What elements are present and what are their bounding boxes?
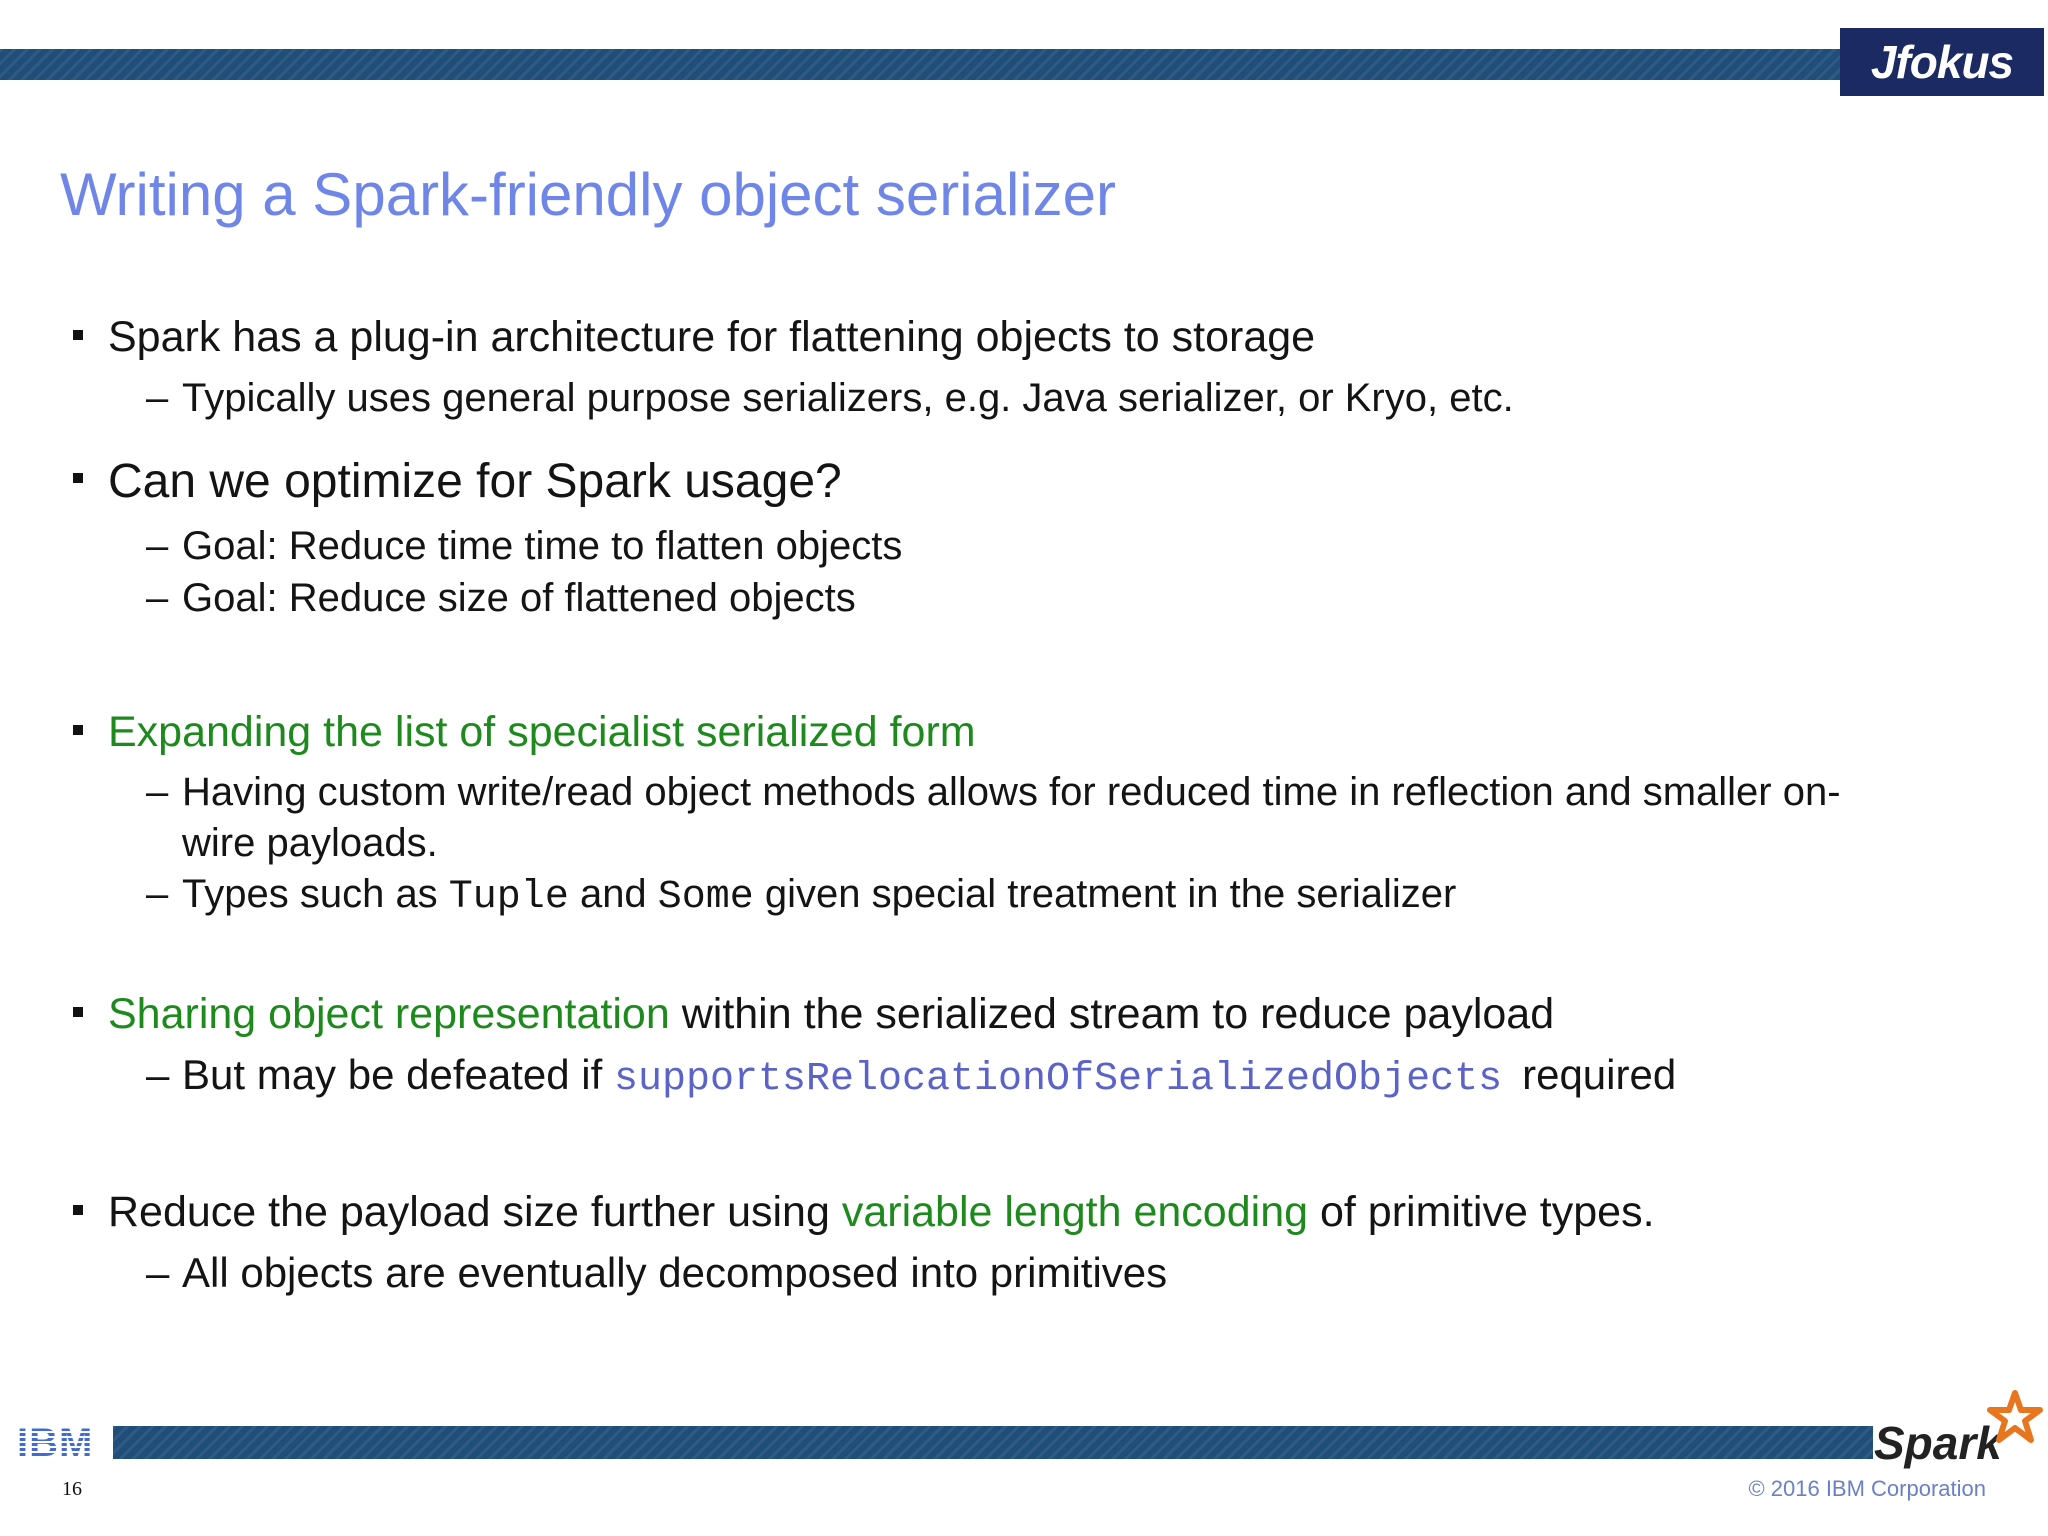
bullet-3 [70,707,1841,923]
text-segment: Reduce the payload size further using [108,1188,842,1236]
dash-bullet-icon: – [146,524,169,568]
bullet-text-highlight: Expanding the list of specialist serialized form [108,708,976,756]
sub-bullet-text [182,1051,1677,1102]
spark-logo [1868,1390,2048,1470]
dash-bullet-icon: – [146,1249,170,1296]
copyright-notice: © 2016 IBM Corporation [1748,1476,1986,1501]
ibm-logo: IBM [17,1421,94,1465]
text-segment: But may be defeated if [182,1051,614,1098]
dash-bullet-icon: – [146,872,169,916]
bullet-text: Spark has a plug-in architecture for flattening objects to storage [108,313,1316,361]
page-number: 16 [62,1478,82,1500]
text-segment: of primitive types. [1308,1188,1655,1236]
sub-bullet-text: Having custom write/read object methods allows for reduced time in reflection and smaller on- [182,770,1841,814]
bullet-4 [70,989,1676,1106]
sub-bullet-text: Goal: Reduce size of flattened objects [182,576,856,620]
bullet-text: Can we optimize for Spark usage? [108,455,842,508]
bullet-text [108,990,1554,1038]
bullet-text [108,1188,1655,1236]
text-segment: and [568,872,658,916]
highlight-text: variable length encoding [841,1188,1309,1236]
text-segment: given special treatment in the serializer [753,872,1457,916]
sub-bullet-text: Typically uses general purpose serializers, e.g. Java serializer, or Kryo, etc. [182,376,1514,420]
text-segment: within the serialized stream to reduce payload [669,990,1555,1038]
dash-bullet-icon: – [146,576,169,620]
square-bullet-icon [73,330,83,340]
sub-bullet-text: Goal: Reduce time time to flatten objects [182,524,903,568]
dash-bullet-icon: – [146,376,169,420]
slide-title: Writing a Spark-friendly object serializer [60,161,1116,228]
square-bullet-icon [73,725,83,735]
spark-star-icon [1986,1390,2044,1446]
footer-stripe [113,1426,1873,1459]
square-bullet-icon [73,1205,83,1215]
sub-bullet-text-continued: wire payloads. [182,821,438,865]
bullet-2 [70,455,902,624]
code-supports-relocation: supportsRelocationOfSerializedObjects [613,1057,1503,1102]
dash-bullet-icon: – [146,1051,170,1098]
code-some: Some [657,875,754,920]
sub-bullet-text [182,872,1457,920]
text-segment: required [1522,1051,1677,1098]
square-bullet-icon [73,473,83,483]
text-segment: Types such as [182,872,449,916]
highlight-text: Sharing object representation [108,990,670,1038]
jfokus-logo: Jfokus [1840,28,2044,96]
spark-logo-text: Spark [1874,1417,2002,1469]
header-stripe [0,49,1840,80]
code-tuple: Tuple [448,875,569,920]
sub-bullet-text: All objects are eventually decomposed into primitives [182,1249,1168,1296]
square-bullet-icon [73,1007,83,1017]
bullet-1 [70,312,1514,424]
dash-bullet-icon: – [146,770,169,814]
bullet-5 [70,1187,1655,1299]
